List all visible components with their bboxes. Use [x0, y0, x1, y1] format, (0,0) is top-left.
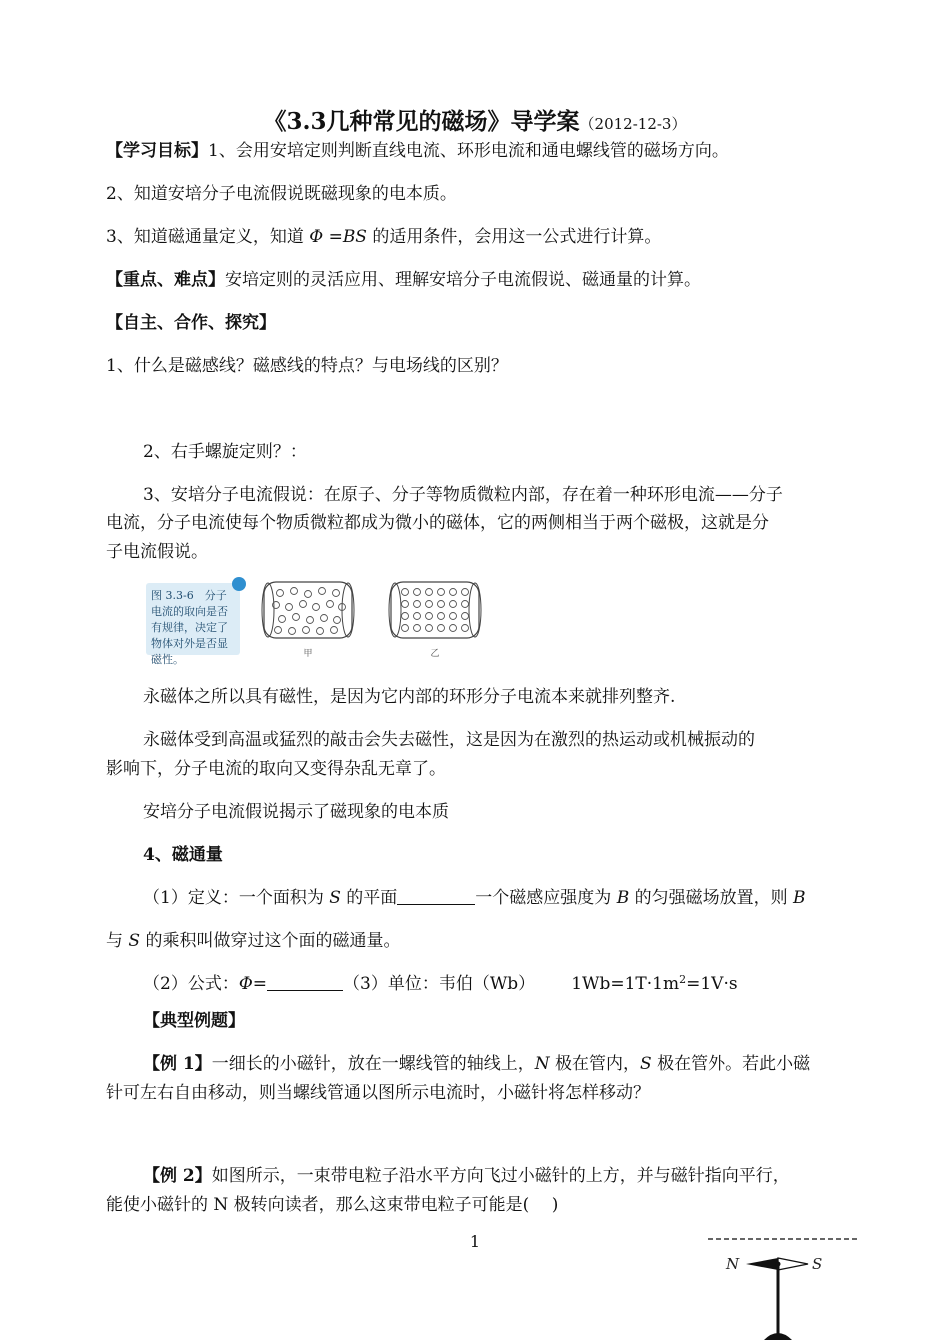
flux-def2-part-b: 的乘积叫做穿过这个面的磁通量。	[140, 931, 401, 951]
example-1-label: 【例 1】	[143, 1054, 212, 1074]
example-2-label: 【例 2】	[143, 1166, 212, 1186]
flux-heading: 4、磁通量	[143, 845, 223, 865]
explore-heading: 【自主、合作、探究】	[106, 313, 276, 333]
flux-def-part-a: （1）定义：一个面积为	[143, 888, 330, 908]
key-points-text: 安培定则的灵活应用、理解安培分子电流假说、磁通量的计算。	[225, 270, 701, 290]
objective-line-1	[106, 140, 729, 162]
page-title	[0, 107, 950, 139]
objective-3-pre: 3、知道磁通量定义，知道	[106, 227, 310, 247]
figure-label-b: 乙	[430, 649, 440, 659]
flux-definition-line-2	[106, 930, 400, 952]
flux-formula-line	[143, 969, 738, 995]
example-1-s: S	[640, 1054, 652, 1074]
question-3-line-1: 3、安培分子电流假说：在原子、分子等物质微粒内部，存在着一种环形电流——分子	[143, 485, 783, 505]
example-1-part-a: 一细长的小磁针，放在一螺线管的轴线上，	[211, 1054, 535, 1074]
unit-eq-b: =1V·s	[686, 974, 738, 994]
flux-def2-symbol-s: S	[128, 931, 141, 951]
objective-line-3	[106, 226, 661, 248]
flux-def-symbol-b: B	[616, 888, 630, 908]
flux-def-blank	[397, 888, 475, 905]
paragraph-2-line-1: 永磁体受到高温或猛烈的敲击会失去磁性，这是因为在激烈的热运动或机械振动的	[143, 730, 755, 750]
flux-def-symbol-s: S	[329, 888, 341, 908]
figure-label-a: 甲	[303, 649, 313, 659]
question-1: 1、什么是磁感线？磁感线的特点？与电场线的区别？	[106, 356, 508, 376]
flux-unit: （3）单位：韦伯（Wb）	[343, 974, 536, 994]
example-2-line-2: 能使小磁针的 N 极转向读者，那么这束带电粒子可能是( )	[106, 1195, 559, 1215]
flux-def-part-c: 一个磁感应强度为	[475, 888, 617, 908]
paragraph-3: 安培分子电流假说揭示了磁现象的电本质	[143, 802, 449, 822]
flux-def-part-d: 的匀强磁场放置，则	[629, 888, 794, 908]
key-points-label: 【重点、难点】	[106, 270, 225, 290]
paragraph-1: 永磁体之所以具有磁性，是因为它内部的环形分子电流本来就排列整齐.	[143, 687, 676, 707]
key-points-line	[106, 269, 701, 291]
example-1-line-2: 针可左右自由移动，则当螺线管通以图所示电流时，小磁针将怎样移动？	[106, 1083, 650, 1103]
example-1-n: N	[534, 1054, 550, 1074]
objective-2: 2、知道安培分子电流假说既磁现象的电本质。	[106, 184, 457, 204]
figure-caption-box	[146, 583, 240, 666]
figure-random-currents	[258, 580, 358, 670]
flux-def-part-b: 的平面	[340, 888, 398, 908]
example-2-line-1	[143, 1165, 790, 1187]
question-2: 2、右手螺旋定则？：	[143, 442, 307, 462]
objective-3-formula: Φ =BS	[309, 227, 367, 247]
compass-n-label: N	[726, 1255, 740, 1273]
objective-1: 1、会用安培定则判断直线电流、环形电流和通电螺线管的磁场方向。	[208, 141, 729, 161]
flux-definition-line-1	[143, 887, 806, 909]
flux-def-symbol-b2: B	[793, 888, 806, 908]
unit-eq-sup: 2	[679, 973, 687, 986]
flux-def2-part-a: 与	[106, 931, 129, 951]
compass-figure	[700, 1222, 870, 1342]
formula-phi: Φ	[238, 974, 253, 994]
page-number: 1	[469, 1232, 481, 1251]
paragraph-2-line-2: 影响下，分子电流的取向又变得杂乱无章了。	[106, 759, 446, 779]
figure-aligned-currents	[385, 580, 485, 670]
example-2-text-1: 如图所示，一束带电粒子沿水平方向飞过小磁针的上方，并与磁针指向平行，	[211, 1166, 790, 1186]
formula-label: （2）公式：	[143, 974, 239, 994]
formula-blank	[267, 974, 343, 991]
example-1-line-1	[143, 1053, 810, 1075]
formula-eq: =	[252, 974, 268, 994]
figure-caption: 图 3.3-6 分子电流的取向是否有规律，决定了物体对外是否显磁性。	[151, 589, 228, 666]
title-date: （2012-12-3）	[579, 115, 687, 133]
question-3-line-2: 电流，分子电流使每个物质微粒都成为微小的磁体，它的两侧相当于两个磁极，这就是分	[106, 513, 769, 533]
unit-eq-a: 1Wb=1T·1m	[571, 974, 680, 994]
example-1-part-b: 极在管内，	[549, 1054, 641, 1074]
compass-s-label: S	[812, 1255, 823, 1273]
objectives-label: 【学习目标】	[106, 141, 208, 161]
question-3-line-3: 子电流假说。	[106, 542, 208, 562]
objective-3-post: 的适用条件，会用这一公式进行计算。	[366, 227, 662, 247]
caption-corner-icon	[232, 577, 246, 591]
title-main: 《3.3几种常见的磁场》导学案	[263, 108, 580, 135]
example-1-part-c: 极在管外。若此小磁	[651, 1054, 811, 1074]
examples-heading: 【典型例题】	[143, 1011, 245, 1031]
